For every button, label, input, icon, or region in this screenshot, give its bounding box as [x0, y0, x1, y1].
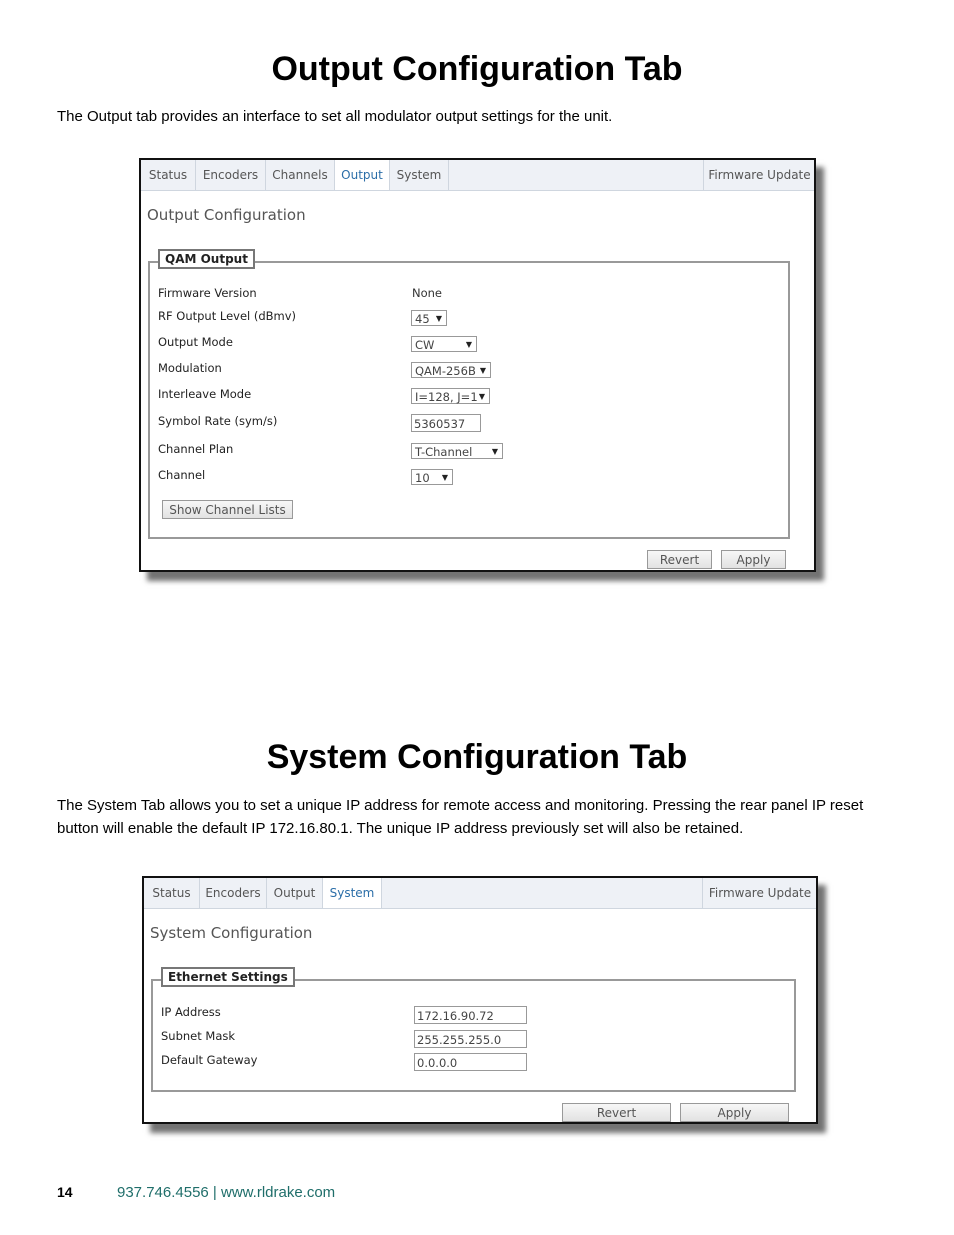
symbol-rate-input[interactable]: 5360537 — [411, 414, 481, 432]
system-section-heading: System Configuration Tab — [266, 738, 688, 776]
revert-button[interactable]: Revert — [647, 550, 712, 569]
modulation-label: Modulation — [158, 361, 222, 375]
tab-system[interactable]: System — [323, 878, 382, 908]
tab-status[interactable]: Status — [144, 878, 200, 908]
tab-firmware-update[interactable]: Firmware Update — [702, 878, 817, 908]
tab-encoders[interactable]: Encoders — [196, 160, 266, 190]
output-section-heading: Output Configuration Tab — [271, 50, 683, 88]
system-section-description: The System Tab allows you to set a unique IP address for remote access and monitoring. Pressing the rear panel IP reset button will enable the default IP 172.16.80.1. The unique IP address previously set will also be retained. — [57, 797, 864, 837]
interleave-mode-select[interactable] — [411, 388, 490, 404]
qam-output-legend: QAM Output — [158, 249, 255, 269]
chevron-down-icon: ▼ — [479, 366, 486, 375]
tab-output[interactable]: Output — [267, 878, 323, 908]
default-gateway-label: Default Gateway — [161, 1053, 258, 1067]
tab-bar — [144, 878, 816, 909]
interleave-mode-value: I=128, J=1 — [415, 390, 478, 404]
tab-system[interactable]: System — [390, 160, 449, 190]
chevron-down-icon: ▼ — [435, 314, 442, 323]
chevron-down-icon: ▼ — [441, 473, 448, 482]
rf-output-level-select[interactable] — [411, 310, 447, 326]
tab-bar — [141, 160, 814, 191]
interleave-mode-label: Interleave Mode — [158, 387, 252, 401]
tab-output[interactable]: Output — [335, 160, 390, 190]
ip-address-input[interactable]: 172.16.90.72 — [414, 1006, 527, 1024]
system-config-screenshot — [142, 876, 818, 1124]
tab-status[interactable]: Status — [141, 160, 196, 190]
chevron-down-icon: ▼ — [491, 447, 498, 456]
revert-button[interactable]: Revert — [562, 1103, 671, 1122]
channel-select[interactable] — [411, 469, 453, 485]
page-title: Output Configuration — [147, 206, 306, 224]
modulation-select[interactable] — [411, 362, 491, 378]
page-title: System Configuration — [150, 924, 313, 942]
ip-address-label: IP Address — [161, 1005, 221, 1019]
ethernet-settings-legend: Ethernet Settings — [161, 967, 295, 987]
page-number: 14 — [57, 1184, 73, 1200]
chevron-down-icon: ▼ — [478, 392, 485, 401]
apply-button[interactable]: Apply — [721, 550, 786, 569]
channel-plan-value: T-Channel — [415, 445, 473, 459]
channel-label: Channel — [158, 468, 206, 482]
apply-button[interactable]: Apply — [680, 1103, 789, 1122]
output-section-description: The Output tab provides an interface to set all modulator output settings for the unit. — [57, 108, 613, 125]
channel-plan-select[interactable] — [411, 443, 503, 459]
rf-output-level-label: RF Output Level (dBmv) — [158, 309, 297, 323]
rf-output-level-value: 45 — [415, 312, 430, 326]
show-channel-lists-button[interactable]: Show Channel Lists — [162, 500, 293, 519]
channel-value: 10 — [415, 471, 430, 485]
footer-contact: 937.746.4556 | www.rldrake.com — [117, 1184, 336, 1201]
tab-encoders[interactable]: Encoders — [200, 878, 267, 908]
chevron-down-icon: ▼ — [465, 340, 472, 349]
output-mode-select[interactable] — [411, 336, 477, 352]
output-mode-value: CW — [415, 338, 435, 352]
firmware-version-value: None — [412, 286, 443, 300]
subnet-mask-label: Subnet Mask — [161, 1029, 236, 1043]
tab-firmware-update[interactable]: Firmware Update — [703, 160, 815, 190]
output-config-screenshot — [139, 158, 816, 572]
output-mode-label: Output Mode — [158, 335, 233, 349]
subnet-mask-input[interactable]: 255.255.255.0 — [414, 1030, 527, 1048]
channel-plan-label: Channel Plan — [158, 442, 234, 456]
modulation-value: QAM-256B — [415, 364, 476, 378]
tab-channels[interactable]: Channels — [266, 160, 335, 190]
default-gateway-input[interactable]: 0.0.0.0 — [414, 1053, 527, 1071]
firmware-version-label: Firmware Version — [158, 286, 257, 300]
symbol-rate-label: Symbol Rate (sym/s) — [158, 414, 278, 428]
